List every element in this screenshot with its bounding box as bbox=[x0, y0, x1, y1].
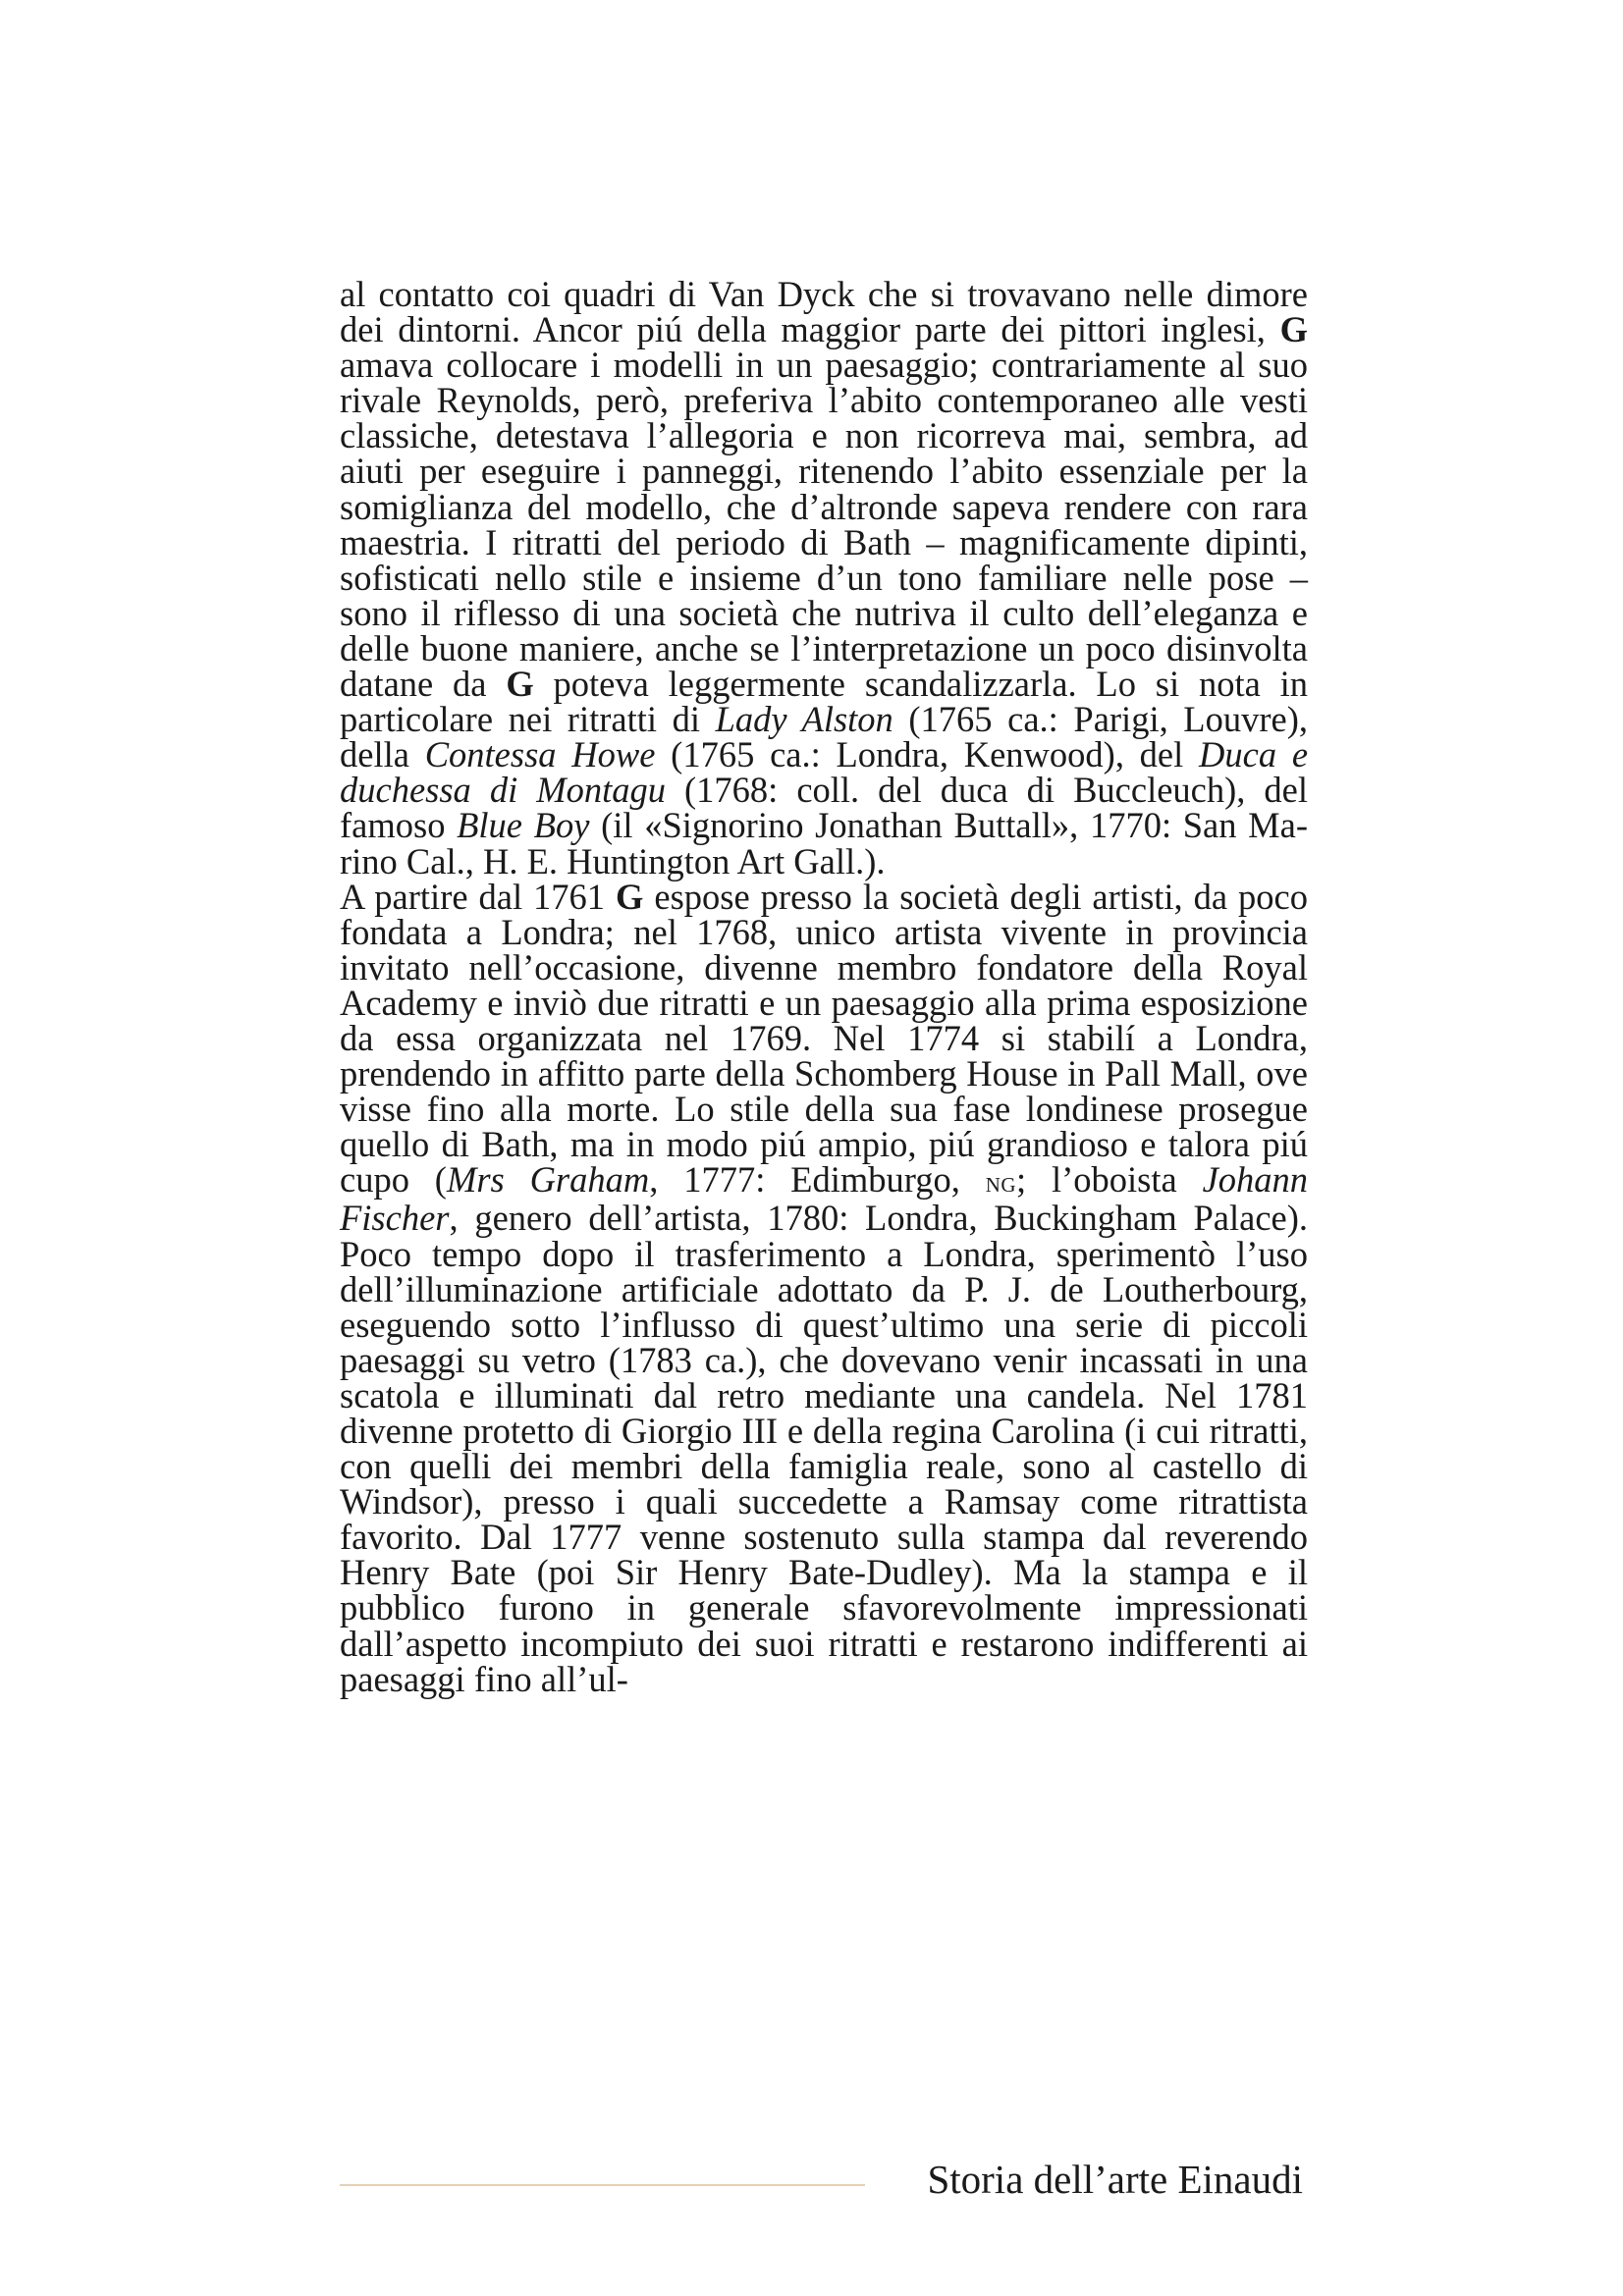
text-run: ; l’oboista bbox=[1016, 1159, 1203, 1201]
footer-divider bbox=[340, 2184, 865, 2186]
paragraph-2 bbox=[340, 876, 1309, 1699]
text-run: (1765 ca.: Parigi, Louvre), della bbox=[340, 699, 1308, 775]
text-run: A partire dal 1761 bbox=[340, 876, 617, 917]
text-run: espose presso la società degli artisti, da poco fondata a Londra; nel 1768, unico artista vivente in provincia invitato nell’occasione, divenne membro fondatore della Royal Academy e inviò due ritratti e un paesaggio alla prima esposizione da essa organizzata nel 1769. Nel 1774 si stabilí a Londra, prendendo in affitto parte della Schomberg House in Pall Mall, ove visse fino alla morte. Lo stile della sua fase londinese prosegue quello di Bath, ma in modo piú ampio, piú grandioso e talora piú cupo ( bbox=[340, 876, 1308, 1201]
article-body bbox=[340, 274, 1309, 1699]
text-run: amava collocare i modelli in un paesaggio; contrariamente al suo rivale Reynolds, però, preferiva l’abito contemporaneo alle vesti classiche, detestava l’allegoria e non ricorreva mai, sembra, ad aiuti per eseguire i panneggi, ritenendo l’abito essenziale per la somiglianza del modello, che d’altronde sapeva rendere con rara maestria. I ritratti del periodo di Bath – magnificamente dipinti, sofisticati nello stile e insieme d’un tono familiare nelle pose – sono il riflesso di una società che nutriva il culto dell’eleganza e delle buone maniere, anche se l’interpretazione un poco disinvolta datane da bbox=[340, 345, 1308, 705]
text-run: , genero dell’artista, 1780: Londra, Buckingham Palace). Poco tempo dopo il trasferimento a Londra, sperimentò l’uso dell’illuminazione artificiale adottato da P. J. de Loutherbourg, eseguendo sotto l’influsso di quest’ultimo una serie di piccoli paesaggi su vetro (1783 ca.), che dovevano venir incassati in una scatola e illuminati dal retro mediante una candela. Nel 1781 divenne protetto di Giorgio III e della regina Carolina (i cui ritratti, con quelli dei membri della famiglia reale, sono al castello di Windsor), presso i quali succedette a Ramsay come ritrattista favorito. Dal 1777 venne sostenuto sulla stampa dal reverendo Henry Bate (poi Sir Henry Bate-Dudley). Ma la stampa e il pubblico furono in generale sfavorevolmente impressionati dall’aspetto incompiuto dei suoi ritratti e restarono indifferenti ai paesaggi fino all’ul- bbox=[340, 1198, 1308, 1699]
italic-title: Lady Alston bbox=[715, 699, 893, 740]
artist-initial: G bbox=[1279, 309, 1308, 350]
italic-title: Duca e duchessa di Montagu bbox=[340, 734, 1309, 811]
text-run: poteva leggermente scandalizzarla. Lo si nota in particolare nei ritratti di bbox=[340, 664, 1308, 740]
text-run: al contatto coi quadri di Van Dyck che si trovavano nelle dimore dei dintorni. Ancor piú della maggior parte dei pittori inglesi, bbox=[340, 274, 1308, 350]
italic-title: Contessa Howe bbox=[424, 734, 656, 775]
text-run: , 1777: Edimburgo, bbox=[649, 1159, 986, 1201]
italic-title: Mrs Graham bbox=[446, 1159, 650, 1201]
paragraph-1 bbox=[340, 274, 1309, 881]
text-run: (1768: coll. del duca di Buccleuch), del famoso bbox=[340, 770, 1308, 846]
artist-initial: G bbox=[616, 876, 644, 917]
abbreviation: ng bbox=[985, 1166, 1017, 1200]
italic-title: Johann Fischer bbox=[340, 1159, 1309, 1239]
text-run: (1765 ca.: Londra, Kenwood), del bbox=[655, 734, 1200, 775]
artist-initial: G bbox=[506, 664, 534, 705]
footer-publication-title: Storia dell’arte Einaudi bbox=[927, 2157, 1303, 2202]
text-run: (il «Signorino Jonathan Buttall», 1770: San Marino Cal., H. E. Huntington Art Gall.). bbox=[340, 805, 1308, 881]
italic-title: Blue Boy bbox=[457, 805, 590, 846]
